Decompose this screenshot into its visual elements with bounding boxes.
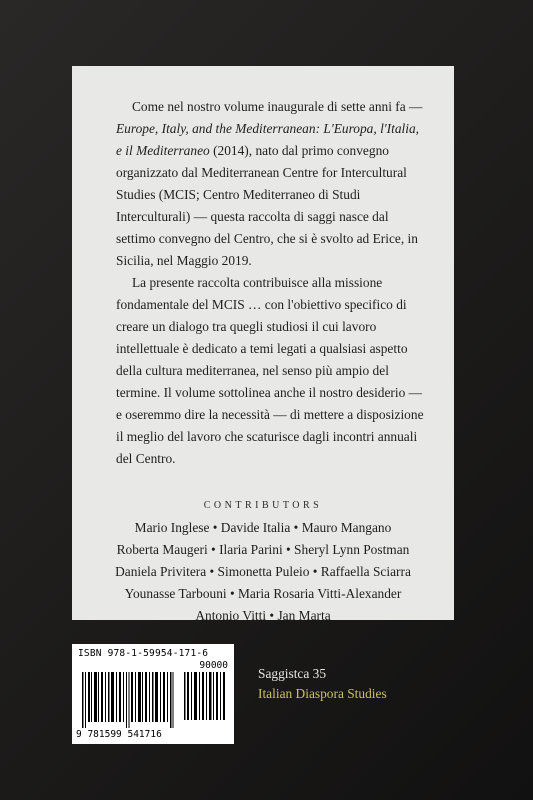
series-number: Saggistca 35: [258, 666, 327, 681]
blurb-p1-book-title: Europe, Italy, and the Mediterranean: L'Europa, l'Italia, e il Mediterraneo: [116, 121, 420, 158]
barcode-digits: 9 781599 541716: [76, 729, 162, 740]
blurb-paragraph-1: [116, 96, 424, 272]
series-name: Italian Diaspora Studies: [258, 686, 387, 701]
contributors-heading: CONTRIBUTORS: [203, 500, 323, 511]
price-code: 90000: [199, 660, 228, 671]
blurb-paragraph-2: La presente raccolta contribuisce alla missione fondamentale del MCIS … con l'obiettivo specifico di creare un dialogo tra quegli studiosi il cui lavoro intellettuale è dedicato a temi legati a qualsiasi aspetto della cultura mediterranea, nel senso più ampio del termine. Il volume sottolinea anche il nostro desiderio — e oseremmo dire la necessità — di mettere a disposizione il meglio del lavoro che scaturisce dagli incontri annuali del Centro.: [116, 275, 424, 466]
isbn-barcode: [72, 644, 234, 744]
blurb-p1-rest: (2014), nato dal primo convegno organizzato dal Mediterranean Centre for Intercultural Studies (MCIS; Centro Mediterraneo di Studi Interculturali) — questa raccolta di saggi nasce dal settimo convegno del Centro, che si è svolto ad Erice, in Sicilia, nel Maggio 2019.: [116, 143, 418, 268]
contributors-line: Younasse Tarbouni • Maria Rosaria Vitti-Alexander: [124, 586, 402, 601]
back-cover-text-panel: [72, 66, 454, 623]
contributors-line: Daniela Privitera • Simonetta Puleio • Raffaella Sciarra: [115, 564, 411, 579]
blurb-p1-intro: Come nel nostro volume inaugurale di sette anni fa —: [132, 99, 423, 114]
contributors-list: [102, 517, 424, 627]
contributors-line: Antonio Vitti • Jan Marta: [195, 608, 331, 623]
barcode-bars-main: [82, 672, 174, 728]
isbn-label: ISBN 978-1-59954-171-6: [78, 648, 209, 659]
barcode-bars-addon: [184, 672, 226, 720]
series-info: [258, 664, 387, 704]
contributors-line: Roberta Maugeri • Ilaria Parini • Sheryl Lynn Postman: [116, 542, 410, 557]
contributors-line: Mario Inglese • Davide Italia • Mauro Mangano: [134, 520, 392, 535]
